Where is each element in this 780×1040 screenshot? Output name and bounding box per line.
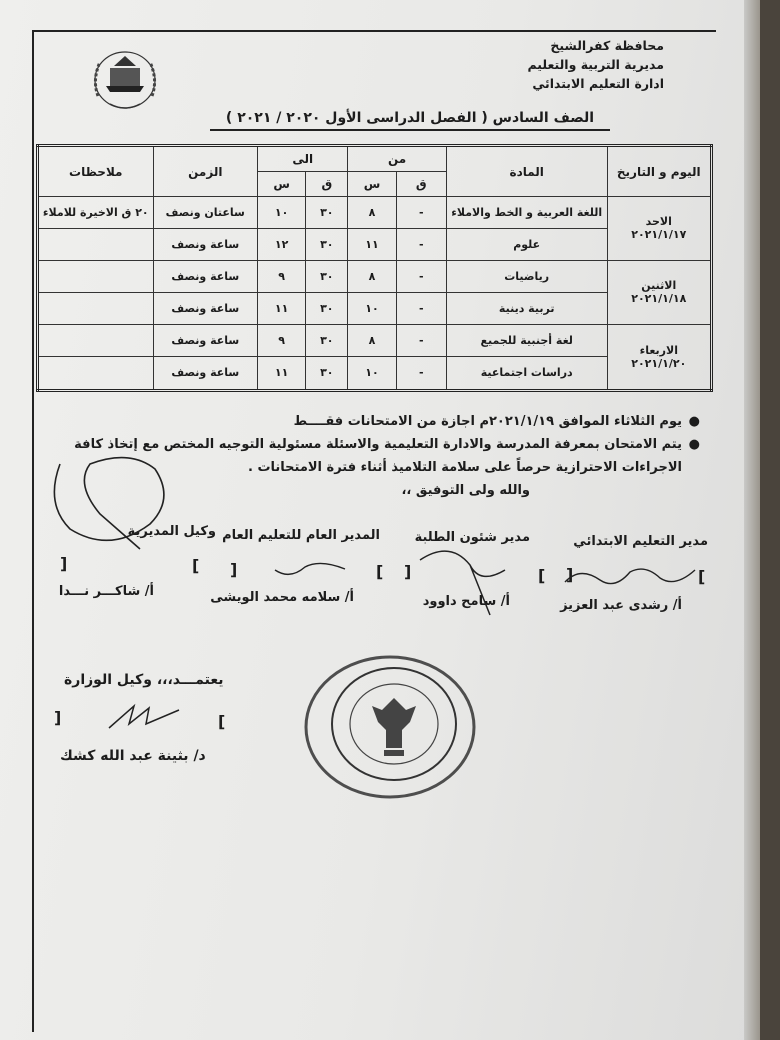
note-item <box>40 410 700 433</box>
notes-cell: ٢٠ ق الاخيرة للاملاء <box>38 197 154 229</box>
note-text: يوم الثلاثاء الموافق ٢٠٢١/١/١٩م اجازة من الامتحانات فقــــط <box>293 414 682 429</box>
to-s-cell: ١٠ <box>258 197 306 229</box>
directorate-logo-icon <box>86 46 164 116</box>
bullet-icon: ● <box>688 437 700 452</box>
signatory-title: وكيل المديرية <box>127 524 216 539</box>
to-s-cell: ١٢ <box>258 228 306 260</box>
notes-cell <box>38 292 154 324</box>
from-q-cell: - <box>396 324 446 356</box>
table-row <box>38 197 712 229</box>
day-date: ٢٠٢١/١/١٧ <box>631 228 687 242</box>
to-s-cell: ٩ <box>258 260 306 292</box>
signatory-title: المدير العام للتعليم العام <box>222 528 380 543</box>
header-duration: الزمن <box>153 146 257 197</box>
duration-cell: ساعة ونصف <box>153 260 257 292</box>
day-date: ٢٠٢١/١/١٨ <box>631 292 687 306</box>
bracket-open: [ <box>376 562 384 581</box>
bracket-close: ] <box>54 708 62 727</box>
to-s-cell: ١١ <box>258 292 306 324</box>
day-date: ٢٠٢١/١/٢٠ <box>631 356 687 370</box>
directorate-line: مديرية التربية والتعليم <box>527 57 664 72</box>
to-q-cell: ٣٠ <box>306 197 348 229</box>
exam-schedule-table <box>36 144 713 392</box>
official-seal-icon <box>302 652 478 802</box>
duration-cell: ساعة ونصف <box>153 324 257 356</box>
approval-name: د/ بثينة عبد الله كشك <box>60 748 206 764</box>
to-s-cell: ٩ <box>258 324 306 356</box>
from-q-cell: - <box>396 197 446 229</box>
bracket-open: [ <box>192 556 200 575</box>
day-name: الاحد <box>645 215 672 229</box>
note-text: يتم الامتحان بمعرفة المدرسة والادارة التعليمية والاسئلة مسئولية التوجيه المختص مع إتخاذ كافة الاجراءات الاحترازية حرصاً على سلامة التلاميذ أثناء فترة الامتحانات . <box>74 437 682 475</box>
day-cell <box>607 324 711 390</box>
signature-scribble-icon <box>410 530 520 620</box>
bracket-close: ] <box>404 562 412 581</box>
header-notes: ملاحظات <box>38 146 154 197</box>
signatory-title: مدير التعليم الابتدائي <box>573 534 708 549</box>
signatory-name: أ/ شاكـــر نـــدا <box>58 584 154 599</box>
header-subject: المادة <box>446 146 607 197</box>
from-s-cell: ٨ <box>348 324 396 356</box>
table-row <box>38 324 712 356</box>
bracket-close: ] <box>566 565 574 584</box>
notes-cell <box>38 324 154 356</box>
duration-cell: ساعة ونصف <box>153 292 257 324</box>
signature-scribble-icon <box>560 560 700 594</box>
from-s-cell: ١٠ <box>348 292 396 324</box>
header-block <box>527 36 664 93</box>
governorate-line: محافظة كفرالشيخ <box>550 38 664 53</box>
from-q-cell: - <box>396 356 446 390</box>
subject-cell: رياضيات <box>446 260 607 292</box>
to-q-cell: ٣٠ <box>306 260 348 292</box>
signature-scribble-icon <box>40 444 180 554</box>
subject-cell: علوم <box>446 228 607 260</box>
duration-cell: ساعتان ونصف <box>153 197 257 229</box>
to-q-cell: ٣٠ <box>306 228 348 260</box>
header-day: اليوم و التاريخ <box>607 146 711 197</box>
notes-cell <box>38 260 154 292</box>
header-to: الى <box>258 146 348 172</box>
from-s-cell: ١٠ <box>348 356 396 390</box>
to-q-cell: ٣٠ <box>306 292 348 324</box>
table-header-row <box>38 146 712 172</box>
subject-cell: دراسات اجتماعية <box>446 356 607 390</box>
paper-edge <box>744 0 760 1040</box>
to-s-cell: ١١ <box>258 356 306 390</box>
bullet-icon: ● <box>688 414 700 429</box>
subject-cell: اللغة العربية و الخط والاملاء <box>446 197 607 229</box>
subject-cell: لغة أجنبية للجميع <box>446 324 607 356</box>
header-from-q: ق <box>396 172 446 197</box>
from-q-cell: - <box>396 228 446 260</box>
bracket-close: ] <box>230 560 238 579</box>
signatory-name: أ/ رشدى عبد العزيز <box>560 598 682 613</box>
day-name: الاثنين <box>641 279 677 293</box>
to-q-cell: ٣٠ <box>306 324 348 356</box>
table-row <box>38 260 712 292</box>
header-from: من <box>348 146 446 172</box>
duration-cell: ساعة ونصف <box>153 356 257 390</box>
day-cell <box>607 197 711 261</box>
signature-scribble-icon <box>104 700 184 734</box>
signatory-name: أ/ سامح داوود <box>422 594 510 609</box>
schedule-title: الصف السادس ( الفصل الدراسى الأول ٢٠٢٠ / ٢٠٢١ ) <box>210 110 610 131</box>
header-to-q: ق <box>306 172 348 197</box>
approval-text: يعتمـــد،،، وكيل الوزارة <box>64 672 224 688</box>
bracket-open: [ <box>698 567 706 586</box>
closing-text: والله ولى التوفيق ،، <box>401 483 530 498</box>
signatory-title: مدير شئون الطلبة <box>414 530 530 545</box>
from-q-cell: - <box>396 292 446 324</box>
from-s-cell: ١١ <box>348 228 396 260</box>
to-q-cell: ٣٠ <box>306 356 348 390</box>
day-name: الاربعاء <box>639 343 678 357</box>
signatory-name: أ/ سلامه محمد الويشى <box>210 590 354 605</box>
signature-scribble-icon <box>270 555 350 585</box>
from-q-cell: - <box>396 260 446 292</box>
bracket-open: [ <box>218 712 226 731</box>
from-s-cell: ٨ <box>348 260 396 292</box>
notes-cell <box>38 356 154 390</box>
bracket-open: [ <box>538 566 546 585</box>
bracket-close: ] <box>60 554 68 573</box>
from-s-cell: ٨ <box>348 197 396 229</box>
subject-cell: تربية دينية <box>446 292 607 324</box>
administration-line: ادارة التعليم الابتدائي <box>532 76 664 91</box>
header-to-s: س <box>258 172 306 197</box>
duration-cell: ساعة ونصف <box>153 228 257 260</box>
day-cell <box>607 260 711 324</box>
notes-cell <box>38 228 154 260</box>
header-from-s: س <box>348 172 396 197</box>
